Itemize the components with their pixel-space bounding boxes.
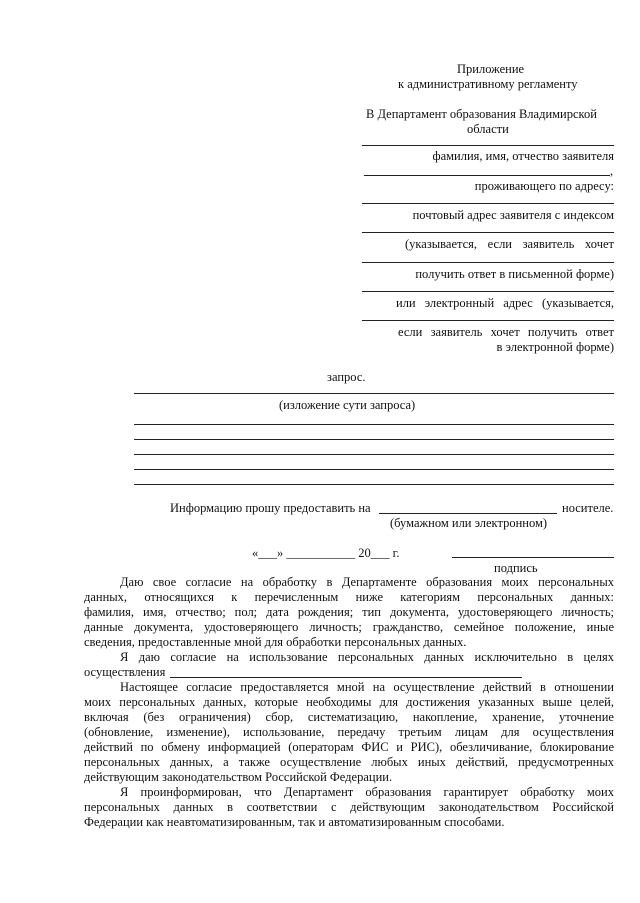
email-hint: или электронный адрес (указывается, <box>396 296 614 310</box>
postal-note2: получить ответ в письменной форме) <box>415 267 614 281</box>
consent-p3-line4: (обновление, изменение), использование, передачу третьим лицам для осуществления <box>84 725 614 739</box>
consent-p3-line1: Настоящее согласие предоставляется мной на осуществление действий в отношении <box>120 680 614 694</box>
info-prefix: Информацию прошу предоставить на <box>170 501 371 515</box>
request-line-1 <box>134 393 614 394</box>
request-line-5 <box>134 469 614 470</box>
consent-p2-line2: осуществления <box>84 665 166 679</box>
request-title: запрос. <box>327 370 366 384</box>
consent-p1-line1: Даю свое согласие на обработку в Департаменте образования моих персональных <box>120 575 614 589</box>
fio-input-line <box>362 145 614 146</box>
consent-p1-line3: фамилия, имя, отчество; пол; дата рождения; тип документа, удостоверяющего личность; <box>84 605 614 619</box>
appendix-label: Приложение <box>457 62 525 76</box>
consent-p3-line2: моих персональных данных, которые необходимы для достижения указанных выше целей, <box>84 695 614 709</box>
request-line-6 <box>134 484 614 485</box>
consent-p4-line1: Я проинформирован, что Департамент образования гарантирует обработку моих <box>120 785 614 799</box>
request-line-3 <box>134 439 614 440</box>
signature-line <box>452 557 614 558</box>
medium-input-line <box>379 513 557 514</box>
postal-line <box>362 232 614 233</box>
consent-p1-line5: сведения, предоставленные мной для обработки персональных данных. <box>84 635 467 649</box>
consent-p3-line5: действий по обмену информацией (операторам ФИС и РИС), обезличивание, блокирование <box>84 740 614 754</box>
medium-hint: (бумажном или электронном) <box>390 516 548 530</box>
email-note1: если заявитель хочет получить ответ <box>398 325 614 339</box>
postal-line2 <box>362 262 614 263</box>
consent-p1-line2: данных, относящихся к перечисленным ниже категориям персональных данных: <box>84 590 614 604</box>
addressee-line2: области <box>467 122 509 136</box>
consent-p2-line1: Я даю согласие на использование персональных данных исключительно в целях <box>120 650 614 664</box>
appendix-subtitle: к административному регламенту <box>398 77 578 91</box>
consent-p3-line7: действующим законодательством Российской Федерации. <box>84 770 393 784</box>
addressee-line1: В Департамент образования Владимирской <box>366 107 597 121</box>
info-suffix: носителе. <box>562 501 614 515</box>
fio-cont-line <box>364 175 610 176</box>
postal-note1: (указывается, если заявитель хочет <box>405 237 614 251</box>
signature-label: подпись <box>494 561 538 575</box>
postal-hint: почтовый адрес заявителя с индексом <box>412 208 614 222</box>
consent-p3-line3: включая (без ограничения) сбор, систематизацию, накопление, хранение, уточнение <box>84 710 614 724</box>
email-note2: в электронной форме) <box>496 340 614 354</box>
address-line <box>362 203 614 204</box>
consent-p3-line6: персональных данных, а также осуществление любых иных действий, предусмотренных <box>84 755 614 769</box>
residing-label: проживающего по адресу: <box>474 179 614 193</box>
consent-p4-line3: Федерации как неавтоматизированным, так и автоматизированным способами. <box>84 815 505 829</box>
consent-p1-line4: данные документа, удостоверяющего личность; гражданство, семейное положение, иные <box>84 620 614 634</box>
fio-hint: фамилия, имя, отчество заявителя <box>432 149 614 163</box>
consent-p4-line2: персональных данных в соответствии с действующим законодательством Российской <box>84 800 614 814</box>
email-line2 <box>362 320 614 321</box>
date-field: «___» ___________ 20___ г. <box>252 546 400 560</box>
comma: , <box>610 164 614 178</box>
purpose-input-line <box>170 677 522 678</box>
email-line <box>362 291 614 292</box>
request-line-2 <box>134 424 614 425</box>
request-line-4 <box>134 454 614 455</box>
request-essence-hint: (изложение сути запроса) <box>279 398 416 412</box>
